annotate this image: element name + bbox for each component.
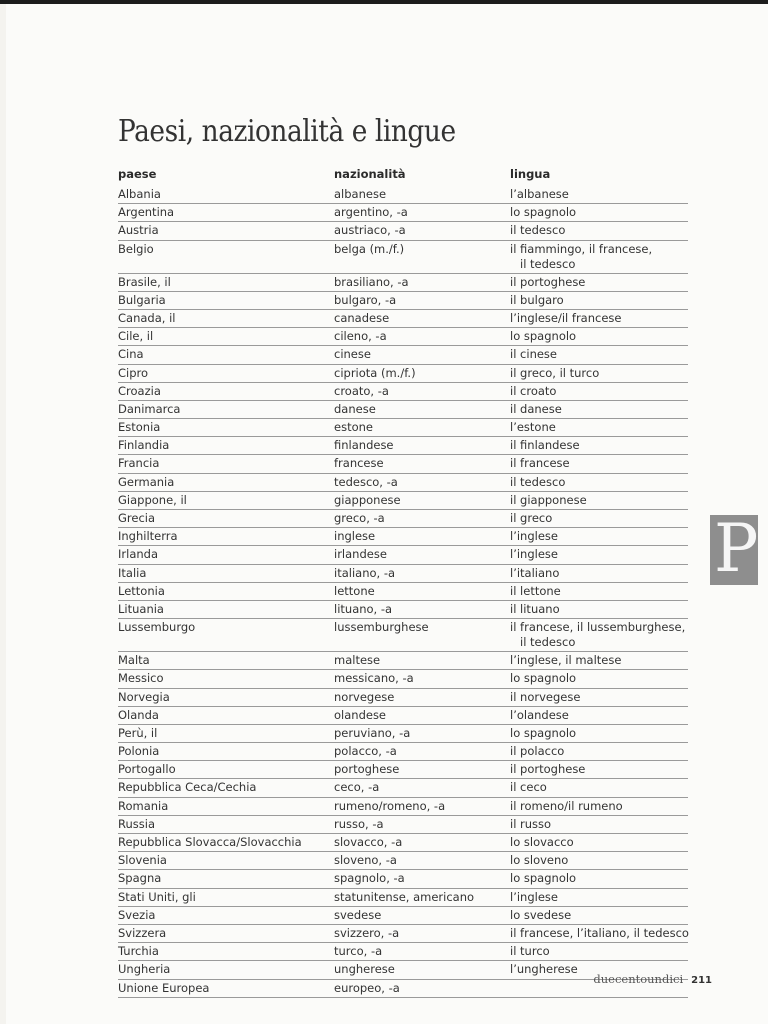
cell-lingua [510,602,560,617]
table-row [118,365,688,383]
cell-nazionalita: lituano, -a [334,601,393,616]
cell-lingua-line: il cinese [510,347,557,362]
table-row [118,619,688,652]
cell-nazionalita: giapponese [334,492,401,507]
cell-paese: Austria [118,223,159,238]
cell-lingua [510,835,574,850]
cell-nazionalita: argentino, -a [334,205,408,220]
cell-lingua [510,293,564,308]
table-header [118,164,688,186]
table-row [118,419,688,437]
cell-paese: Belgio [118,241,154,256]
cell-paese: Estonia [118,420,161,435]
cell-paese: Messico [118,671,164,686]
cell-nazionalita: olandese [334,707,387,722]
cell-lingua [510,347,557,362]
cell-lingua [510,223,565,238]
cell-lingua-line: lo svedese [510,907,572,922]
cell-lingua-line: l’inglese, il maltese [510,653,622,668]
header-paese: paese [118,167,157,181]
cell-lingua-line: l’ungherese [510,962,578,977]
cell-paese: Svezia [118,907,156,922]
table-row [118,583,688,601]
cell-lingua-line: lo spagnolo [510,671,577,686]
cell-nazionalita: peruviano, -a [334,725,411,740]
cell-paese: Lettonia [118,583,165,598]
cell-lingua [510,456,570,471]
cell-lingua [510,908,571,923]
cell-paese: Lituania [118,601,164,616]
cell-paese: Francia [118,456,160,471]
cell-paese: Perù, il [118,725,158,740]
cell-lingua-line: il lituano [510,601,560,616]
cell-paese: Svizzera [118,925,167,940]
table-row [118,743,688,761]
cell-paese: Canada, il [118,310,176,325]
cell-paese: Cipro [118,365,149,380]
table-body [118,186,688,998]
cell-lingua [510,438,580,453]
table-row [118,707,688,725]
cell-paese: Cina [118,347,144,362]
table-row [118,346,688,364]
table-row [118,455,688,473]
cell-nazionalita: lettone [334,583,375,598]
cell-nazionalita: maltese [334,653,381,668]
page-number-word: duecentoundici [593,972,684,986]
cell-nazionalita: turco, -a [334,944,383,959]
cell-lingua-line: l’albanese [510,187,569,201]
table-row [118,601,688,619]
cell-lingua [510,242,652,272]
cell-lingua [510,475,565,490]
cell-nazionalita: brasiliano, -a [334,274,409,289]
cell-nazionalita: svedese [334,907,382,922]
cell-paese: Slovenia [118,853,167,868]
cell-nazionalita: spagnolo, -a [334,871,405,886]
cell-lingua [510,708,569,723]
table-row [118,437,688,455]
cell-nazionalita: irlandese [334,547,387,562]
cell-nazionalita: greco, -a [334,511,385,525]
cell-lingua-line: il romeno/il rumeno [510,798,623,813]
cell-lingua [510,962,578,977]
cell-paese: Lussemburgo [118,620,196,635]
cell-lingua [510,566,559,581]
cell-lingua [510,366,599,381]
cell-lingua [510,620,685,650]
cell-lingua-line: l’inglese [510,547,558,562]
cell-lingua-line: il giapponese [510,492,587,507]
table-row [118,852,688,870]
cell-lingua-line: l’inglese/il francese [510,310,622,325]
cell-paese: Repubblica Slovacca/Slovacchia [118,835,302,849]
cell-lingua-line: il croato [510,383,557,398]
cell-lingua [510,653,621,668]
cell-paese: Cile, il [118,329,154,344]
table-row [118,510,688,528]
cell-lingua-line: il portoghese [510,274,586,289]
cell-paese: Norvegia [118,689,170,704]
cell-nazionalita: croato, -a [334,383,389,398]
cell-lingua-line: il lettone [510,583,561,598]
cell-nazionalita: ceco, -a [334,780,380,795]
table-row [118,186,688,204]
cell-lingua-line: il polacco [510,744,565,759]
table-row [118,474,688,492]
table-row [118,565,688,583]
table-row [118,528,688,546]
cell-lingua-line: l’italiano [510,565,560,580]
cell-lingua [510,926,689,941]
cell-lingua [510,944,550,959]
cell-lingua-line: l’olandese [510,707,569,722]
cell-lingua [510,690,580,705]
cell-paese: Italia [118,565,147,580]
header-nazionalita: nazionalità [334,167,406,181]
cell-paese: Danimarca [118,401,181,416]
cell-nazionalita: ungherese [334,962,395,977]
cell-nazionalita: statunitense, americano [334,889,475,904]
cell-paese: Irlanda [118,547,158,562]
table-row [118,925,688,943]
cell-lingua-line: lo spagnolo [510,329,577,344]
table-row [118,292,688,310]
cell-lingua-line: il fiammingo, il francese, [510,241,653,256]
cell-paese: Repubblica Ceca/Cechia [118,780,257,795]
cell-nazionalita: norvegese [334,689,395,704]
table-row [118,204,688,222]
cell-lingua [510,744,564,759]
table-row [118,725,688,743]
cell-lingua-line: il tedesco [510,223,566,238]
table-row [118,492,688,510]
cell-nazionalita: sloveno, -a [334,853,397,868]
cell-lingua [510,205,576,220]
cell-lingua-line: lo spagnolo [510,871,577,886]
cell-lingua-line: l’inglese [510,889,558,904]
cell-lingua [510,871,576,886]
cell-lingua [510,384,556,399]
cell-lingua [510,547,558,562]
cell-nazionalita: rumeno/romeno, -a [334,798,446,813]
cell-lingua-line: il portoghese [510,762,586,777]
cell-nazionalita: messicano, -a [334,671,414,686]
cell-lingua-line: lo slovacco [510,835,574,849]
cell-lingua [510,853,568,868]
cell-paese: Inghilterra [118,529,178,544]
cell-lingua-line: il greco, il turco [510,365,600,380]
cell-paese: Bulgaria [118,292,166,307]
cell-lingua [510,275,585,290]
cell-lingua [510,529,558,544]
cell-nazionalita: portoghese [334,762,400,777]
cell-lingua-line: il ceco [510,780,547,795]
table-row [118,328,688,346]
cell-nazionalita: cileno, -a [334,329,387,344]
cell-nazionalita: polacco, -a [334,744,397,759]
cell-lingua [510,762,585,777]
cell-lingua-line: il francese [510,456,570,471]
cell-paese: Romania [118,798,169,813]
table-row [118,907,688,925]
cell-nazionalita: belga (m./f.) [334,241,405,256]
cell-lingua [510,780,547,795]
cell-paese: Unione Europea [118,980,210,995]
header-lingua: lingua [510,167,551,181]
cell-nazionalita: slovacco, -a [334,835,403,849]
cell-lingua-line: l’estone [510,420,556,435]
table-row [118,816,688,834]
table-row [118,652,688,670]
cell-paese: Ungheria [118,962,171,977]
page-number: 211 [691,975,712,986]
cell-nazionalita: svizzero, -a [334,925,400,940]
cell-lingua-continuation: il tedesco [520,256,576,271]
cell-lingua-line: lo spagnolo [510,205,577,220]
cell-lingua [510,329,576,344]
cell-lingua [510,817,551,832]
cell-paese: Croazia [118,383,161,398]
cell-lingua-line: il bulgaro [510,292,564,307]
section-tab-letter: P [714,510,759,587]
vocabulary-table [118,164,688,998]
table-row [118,889,688,907]
cell-lingua [510,187,569,202]
cell-lingua [510,511,552,526]
table-row [118,761,688,779]
cell-paese: Stati Uniti, gli [118,889,196,904]
page-title: Paesi, nazionalità e lingue [118,114,456,149]
cell-lingua [510,799,623,814]
cell-paese: Russia [118,816,155,831]
cell-paese: Turchia [118,944,159,959]
cell-nazionalita: finlandese [334,438,394,453]
cell-nazionalita: albanese [334,187,387,201]
table-row [118,310,688,328]
cell-nazionalita: russo, -a [334,816,384,831]
table-row [118,670,688,688]
cell-lingua-line: lo spagnolo [510,725,577,740]
cell-lingua [510,584,561,599]
cell-paese: Germania [118,474,175,489]
table-row [118,943,688,961]
cell-lingua [510,726,576,741]
cell-nazionalita: danese [334,401,376,416]
cell-paese: Giappone, il [118,492,187,507]
cell-lingua-line: il greco [510,511,553,525]
cell-lingua-line: lo sloveno [510,853,569,868]
cell-paese: Spagna [118,871,162,886]
table-row [118,834,688,852]
cell-nazionalita: europeo, -a [334,980,400,995]
cell-nazionalita: inglese [334,529,376,544]
cell-paese: Grecia [118,511,156,525]
cell-nazionalita: italiano, -a [334,565,396,580]
cell-lingua-line: il francese, il lussemburghese, [510,620,686,635]
cell-lingua-line: il norvegese [510,689,581,704]
cell-paese: Albania [118,187,161,201]
table-row [118,383,688,401]
cell-paese: Olanda [118,707,159,722]
cell-nazionalita: bulgaro, -a [334,292,397,307]
table-row [118,401,688,419]
table-row [118,241,688,274]
cell-nazionalita: austriaco, -a [334,223,406,238]
cell-paese: Finlandia [118,438,170,453]
cell-nazionalita: tedesco, -a [334,474,398,489]
table-row [118,546,688,564]
cell-nazionalita: canadese [334,310,390,325]
cell-lingua [510,311,621,326]
cell-paese: Brasile, il [118,274,171,289]
cell-paese: Polonia [118,744,160,759]
table-row [118,222,688,240]
cell-lingua-line: il turco [510,944,550,959]
table-row [118,274,688,292]
cell-paese: Argentina [118,205,175,220]
cell-nazionalita: cipriota (m./f.) [334,365,416,380]
cell-lingua [510,493,587,508]
cell-nazionalita: lussemburghese [334,620,429,635]
cell-lingua [510,671,576,686]
table-row [118,779,688,797]
cell-lingua-line: il francese, l’italiano, il tedesco [510,925,689,940]
cell-lingua [510,420,556,435]
cell-lingua-line: il danese [510,401,562,416]
cell-lingua-line: il finlandese [510,438,580,453]
section-tab [710,510,759,587]
table-row [118,798,688,816]
table-row [118,689,688,707]
page-footer [593,972,712,986]
cell-lingua-line: il russo [510,816,552,831]
cell-lingua-line: l’inglese [510,529,558,544]
cell-nazionalita: cinese [334,347,371,362]
cell-nazionalita: francese [334,456,384,471]
cell-nazionalita: estone [334,420,373,435]
cell-lingua-line: il tedesco [510,474,566,489]
cell-paese: Portogallo [118,762,176,777]
table-row [118,870,688,888]
cell-lingua [510,890,558,905]
cell-lingua-continuation: il tedesco [520,635,576,650]
cell-paese: Malta [118,653,150,668]
cell-lingua [510,402,562,417]
